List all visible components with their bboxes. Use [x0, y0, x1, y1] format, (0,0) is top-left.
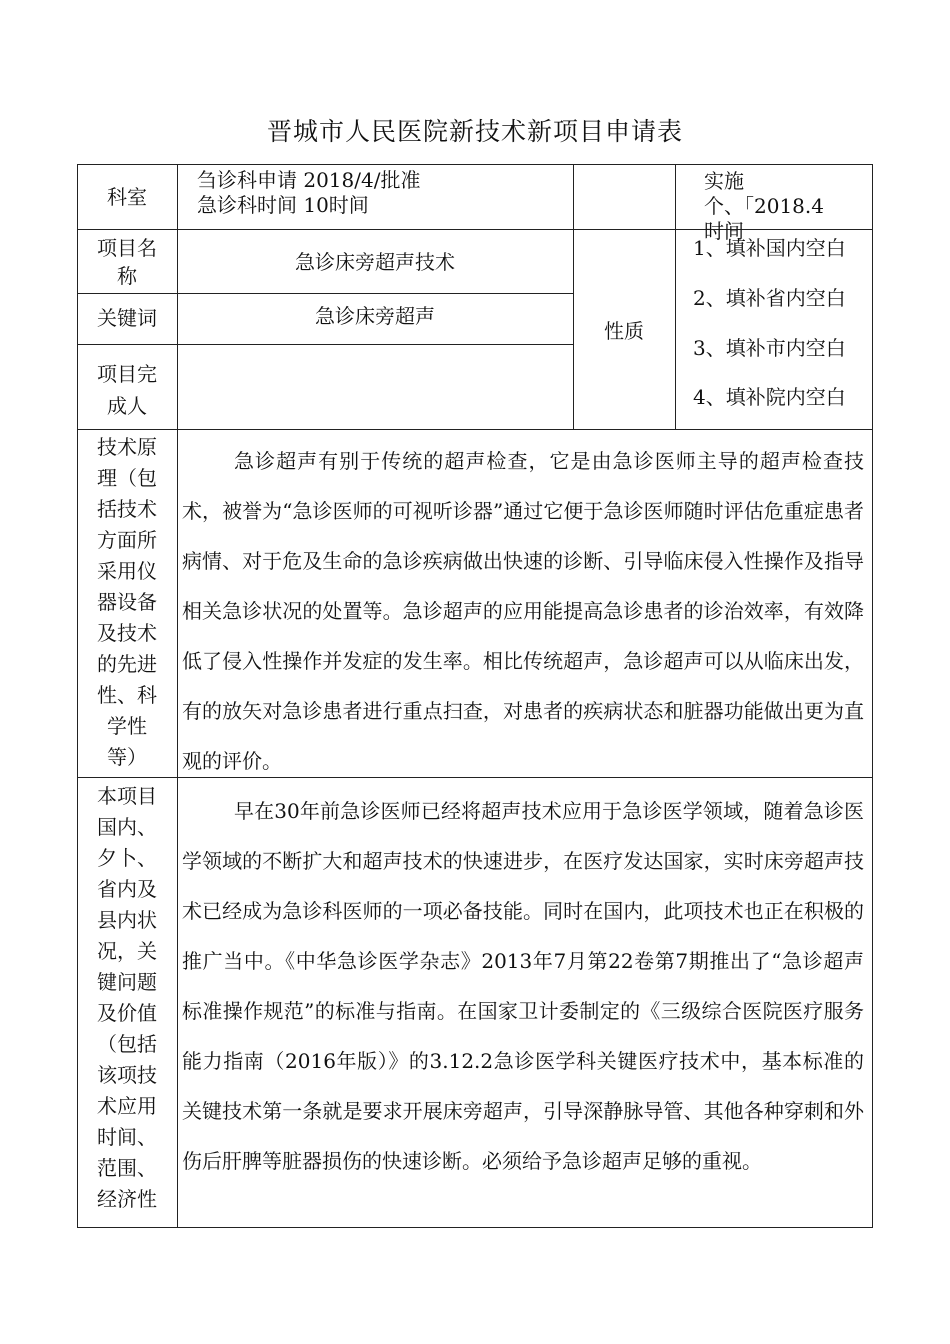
- nature-option-1: 1、填补国内空白: [693, 236, 846, 260]
- nature-option-4: 4、填补院内空白: [693, 385, 846, 409]
- impl-line1: 实施: [704, 169, 744, 193]
- nature-option-3: 3、填补市内空白: [693, 336, 846, 360]
- status-label-line: 本项目: [97, 784, 157, 808]
- project-name-label: [77, 234, 177, 290]
- principle-label-line: 及技术: [97, 621, 157, 645]
- status-label-line: （包括: [97, 1032, 157, 1056]
- dept-line2: 急诊科时间 10时间: [197, 193, 369, 217]
- nature-option-2: 2、填补省内空白: [693, 286, 846, 310]
- status-label-line: 县内状: [97, 908, 157, 932]
- project-name-label-text: 项目名称: [97, 236, 157, 288]
- status-label-line: 夕卜、: [97, 846, 157, 870]
- row-divider: [77, 229, 873, 230]
- status-label-line: 况，关: [97, 939, 157, 963]
- nature-label: 性质: [604, 319, 644, 343]
- status-label-line: 范围、: [97, 1156, 157, 1180]
- principle-label-line: 技术原: [97, 435, 157, 459]
- row-divider: [77, 344, 574, 345]
- principle-label-line: 等）: [107, 745, 147, 769]
- principle-text: 急诊超声有别于传统的超声检查，它是由急诊医师主导的超声检查技术，被誉为“急诊医师的可视听诊器”通过它便于急诊医师随时评估危重症患者病情、对于危及生命的急诊疾病做出快速的诊断、引导临床侵入性操作及指导相关急诊状况的处置等。急诊超声的应用能提高急诊患者的诊治效率，有效降低了侵入性操作并发症的发生率。相比传统超声，急诊超声可以从临床出发，有的放矢对急诊患者进行重点扫查，对患者的疾病状态和脏器功能做出更为直观的评价。: [182, 449, 864, 773]
- status-label-line: 键问题: [97, 970, 157, 994]
- row-divider: [77, 429, 873, 430]
- principle-label-line: 括技术: [97, 497, 157, 521]
- principle-label-line: 学性: [107, 714, 147, 738]
- status-label-line: 术应用: [97, 1094, 157, 1118]
- row-divider: [77, 293, 574, 294]
- completer-label-text: 项目完成人: [97, 362, 157, 418]
- principle-label: [77, 432, 177, 773]
- status-label-line: 该项技: [97, 1063, 157, 1087]
- keywords-label: 关键词: [97, 306, 157, 330]
- status-label-line: 及价值: [97, 1001, 157, 1025]
- principle-label-line: 的先进: [97, 652, 157, 676]
- impl-line2: 个、「2018.4: [704, 194, 824, 218]
- status-label-line: 国内、: [97, 815, 157, 839]
- impl-line3: 时间: [704, 219, 744, 243]
- dept-label: 科室: [107, 185, 147, 209]
- status-label-line: 经济性: [97, 1187, 157, 1211]
- project-name-value: 急诊床旁超声技术: [295, 250, 455, 274]
- status-label-line: 时间、: [97, 1125, 157, 1149]
- principle-label-line: 理（包: [97, 466, 157, 490]
- principle-label-line: 性、科: [97, 683, 157, 707]
- status-text: 早在30年前急诊医师已经将超声技术应用于急诊医学领域，随着急诊医学领域的不断扩大和超声技术的快速进步，在医疗发达国家，实时床旁超声技术已经成为急诊科医师的一项必备技能。同时在国内，此项技术也正在积极的推广当中。《中华急诊医学杂志》2013年7月第22卷第7期推出了“急诊超声标准操作规范”的标准与指南。在国家卫计委制定的《三级综合医院医疗服务能力指南（2016年版）》的3.12.2急诊医学科关键医疗技术中，基本标准的关键技术第一条就是要求开展床旁超声，引导深静脉导管、其他各种穿刺和外伤后肝脾等脏器损伤的快速诊断。必须给予急诊超声足够的重视。: [182, 799, 864, 1173]
- principle-label-line: 器设备: [97, 590, 157, 614]
- completer-label: [77, 358, 177, 422]
- page-title: 晋城市人民医院新技术新项目申请表: [266, 117, 683, 146]
- principle-label-line: 方面所: [97, 528, 157, 552]
- implementation-cell: [676, 165, 872, 243]
- column-divider: [573, 164, 574, 429]
- status-label: [77, 781, 177, 1215]
- principle-label-line: 采用仪: [97, 559, 157, 583]
- status-label-line: 省内及: [97, 877, 157, 901]
- dept-line1: 刍诊科申请 2018/4/批准: [197, 168, 421, 192]
- keywords-value: 急诊床旁超声: [315, 304, 435, 328]
